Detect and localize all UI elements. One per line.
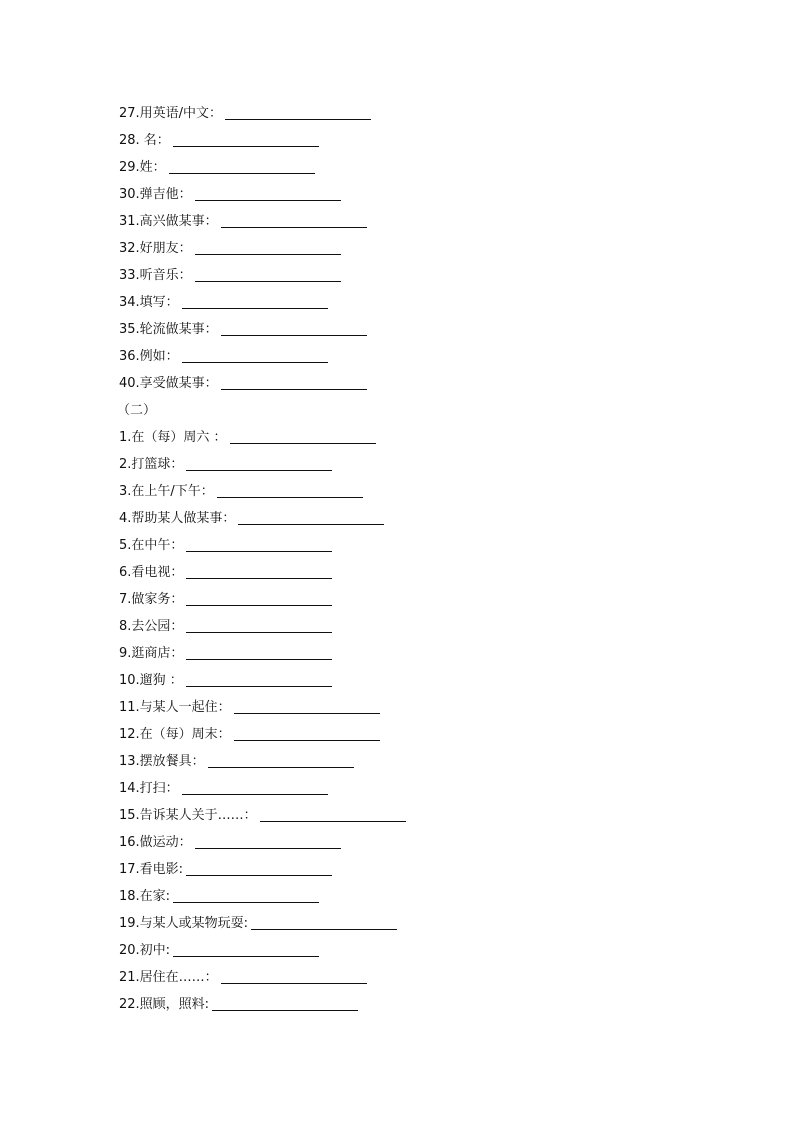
answer-blank[interactable] xyxy=(221,983,367,984)
item-label: 28. 名： xyxy=(119,133,170,148)
item-label: 16.做运动： xyxy=(119,835,192,850)
item-label: 1.在（每）周六 ： xyxy=(119,430,227,445)
item-label: 13.摆放餐具： xyxy=(119,754,205,769)
worksheet-item xyxy=(119,883,679,910)
answer-blank[interactable] xyxy=(182,794,328,795)
answer-blank[interactable] xyxy=(186,686,332,687)
item-label: 17.看电影: xyxy=(119,862,184,877)
answer-blank[interactable] xyxy=(234,740,380,741)
worksheet-item xyxy=(119,937,679,964)
answer-blank[interactable] xyxy=(234,713,380,714)
item-label: 21.居住在……： xyxy=(119,970,218,985)
answer-blank[interactable] xyxy=(208,767,354,768)
worksheet-item xyxy=(119,856,679,883)
worksheet-item xyxy=(119,478,679,505)
answer-blank[interactable] xyxy=(195,848,341,849)
item-label: 31.高兴做某事： xyxy=(119,214,218,229)
item-label: 6.看电视： xyxy=(119,565,184,580)
item-label: 29.姓： xyxy=(119,160,166,175)
worksheet-item xyxy=(119,613,679,640)
worksheet-item xyxy=(119,640,679,667)
worksheet-item xyxy=(119,235,679,262)
answer-blank[interactable] xyxy=(225,119,371,120)
worksheet-item xyxy=(119,667,679,694)
item-label: 3.在上午/下午： xyxy=(119,484,214,499)
worksheet-item xyxy=(119,208,679,235)
answer-blank[interactable] xyxy=(221,389,367,390)
worksheet-item xyxy=(119,343,679,370)
worksheet-item xyxy=(119,100,679,127)
item-label: 12.在（每）周末： xyxy=(119,727,231,742)
item-label: 8.去公园： xyxy=(119,619,184,634)
worksheet-item xyxy=(119,316,679,343)
answer-blank[interactable] xyxy=(251,929,397,930)
worksheet-item xyxy=(119,532,679,559)
answer-blank[interactable] xyxy=(182,308,328,309)
answer-blank[interactable] xyxy=(186,632,332,633)
worksheet-item xyxy=(119,451,679,478)
answer-blank[interactable] xyxy=(182,362,328,363)
answer-blank[interactable] xyxy=(221,335,367,336)
worksheet-item xyxy=(119,748,679,775)
answer-blank[interactable] xyxy=(169,173,315,174)
vocabulary-worksheet xyxy=(119,100,679,1018)
item-label: 34.填写： xyxy=(119,295,179,310)
worksheet-item xyxy=(119,694,679,721)
answer-blank[interactable] xyxy=(186,605,332,606)
worksheet-item xyxy=(119,424,679,451)
item-label: 36.例如： xyxy=(119,349,179,364)
item-label: 15.告诉某人关于……： xyxy=(119,808,257,823)
worksheet-item xyxy=(119,829,679,856)
item-label: 20.初中: xyxy=(119,943,171,958)
answer-blank[interactable] xyxy=(186,470,332,471)
item-label: 19.与某人或某物玩耍: xyxy=(119,916,249,931)
answer-blank[interactable] xyxy=(238,524,384,525)
item-label: 2.打篮球： xyxy=(119,457,184,472)
answer-blank[interactable] xyxy=(186,875,332,876)
item-label: 18.在家: xyxy=(119,889,171,904)
worksheet-item xyxy=(119,127,679,154)
worksheet-item xyxy=(119,964,679,991)
answer-blank[interactable] xyxy=(173,956,319,957)
answer-blank[interactable] xyxy=(186,659,332,660)
worksheet-item xyxy=(119,289,679,316)
item-label: 9.逛商店： xyxy=(119,646,184,661)
item-label: 35.轮流做某事： xyxy=(119,322,218,337)
item-label: 30.弹吉他： xyxy=(119,187,192,202)
item-label: 5.在中午： xyxy=(119,538,184,553)
worksheet-item xyxy=(119,586,679,613)
item-label: 22.照顾，照料: xyxy=(119,997,210,1012)
worksheet-item xyxy=(119,991,679,1018)
answer-blank[interactable] xyxy=(230,443,376,444)
answer-blank[interactable] xyxy=(173,146,319,147)
item-label: 14.打扫： xyxy=(119,781,179,796)
worksheet-item xyxy=(119,721,679,748)
answer-blank[interactable] xyxy=(195,200,341,201)
worksheet-item xyxy=(119,559,679,586)
item-label: 11.与某人一起住： xyxy=(119,700,231,715)
item-label: 10.遛狗 ： xyxy=(119,673,183,688)
worksheet-item xyxy=(119,910,679,937)
item-label: 33.听音乐： xyxy=(119,268,192,283)
worksheet-item xyxy=(119,505,679,532)
item-label: 7.做家务： xyxy=(119,592,184,607)
worksheet-item xyxy=(119,370,679,397)
answer-blank[interactable] xyxy=(195,281,341,282)
answer-blank[interactable] xyxy=(217,497,363,498)
worksheet-item xyxy=(119,181,679,208)
answer-blank[interactable] xyxy=(260,821,406,822)
answer-blank[interactable] xyxy=(173,902,319,903)
worksheet-item xyxy=(119,802,679,829)
worksheet-item xyxy=(119,262,679,289)
item-label: 27.用英语/中文： xyxy=(119,106,223,121)
answer-blank[interactable] xyxy=(221,227,367,228)
answer-blank[interactable] xyxy=(186,578,332,579)
worksheet-item xyxy=(119,154,679,181)
answer-blank[interactable] xyxy=(195,254,341,255)
worksheet-item xyxy=(119,775,679,802)
answer-blank[interactable] xyxy=(212,1010,358,1011)
item-label: 4.帮助某人做某事： xyxy=(119,511,236,526)
answer-blank[interactable] xyxy=(186,551,332,552)
section-heading: （二） xyxy=(117,403,157,418)
item-label: 32.好朋友： xyxy=(119,241,192,256)
item-label: 40.享受做某事： xyxy=(119,376,218,391)
